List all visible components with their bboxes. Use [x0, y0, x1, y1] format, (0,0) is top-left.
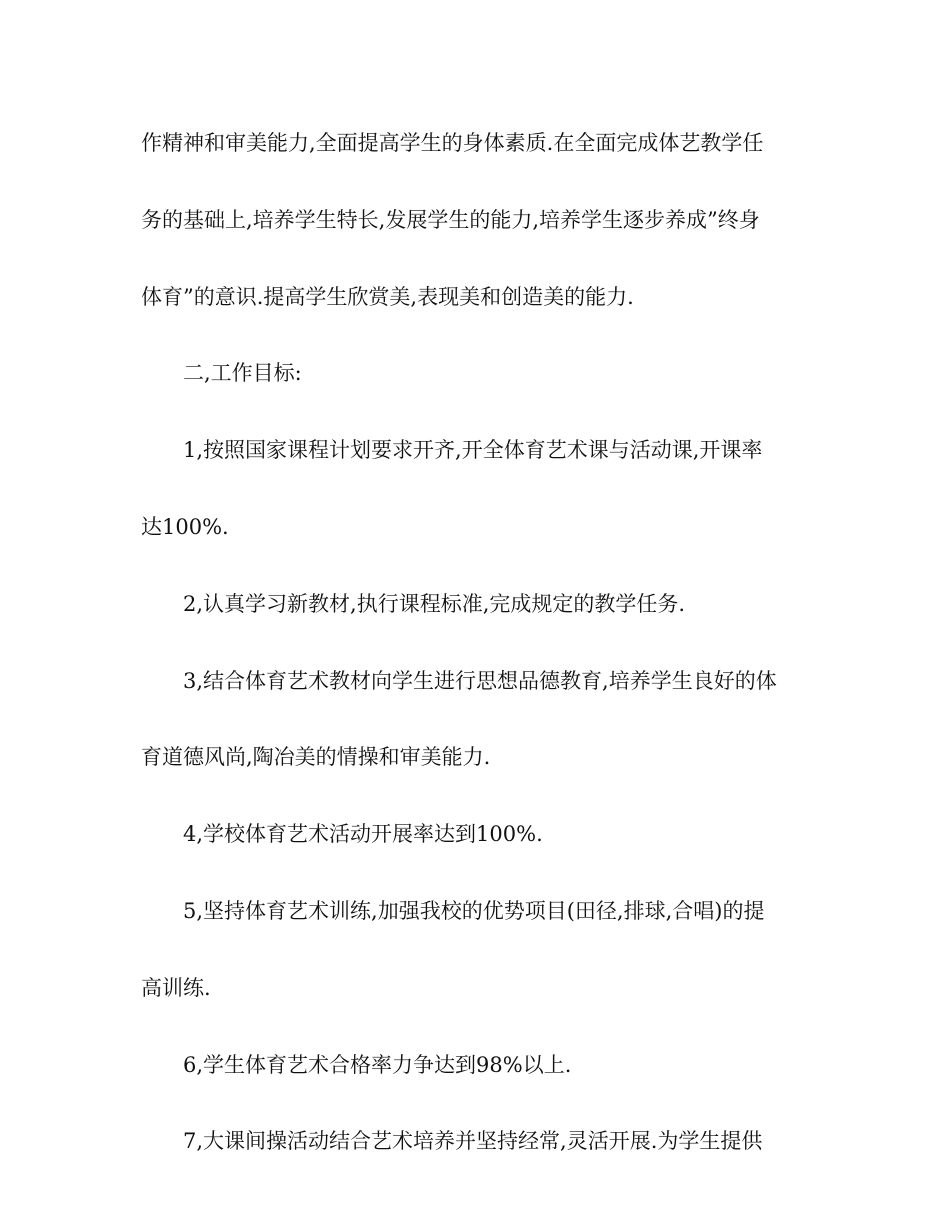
list-item: 2,认真学习新教材,执行课程标准,完成规定的教学任务.: [183, 591, 686, 616]
list-item: 7,大课间操活动结合艺术培养并坚持经常,灵活开展.为学生提供: [183, 1129, 763, 1154]
list-item: 3,结合体育艺术教材向学生进行思想品德教育,培养学生良好的体: [183, 668, 777, 693]
list-item: 5,坚持体育艺术训练,加强我校的优势项目(田径,排球,合唱)的提: [183, 898, 765, 923]
list-item: 6,学生体育艺术合格率力争达到98%以上.: [183, 1052, 572, 1077]
section-heading: 二,工作目标:: [183, 361, 302, 386]
text-line: 作精神和审美能力,全面提高学生的身体素质.在全面完成体艺教学任: [141, 131, 764, 155]
text-line: 高训练.: [141, 975, 211, 1000]
text-line: 务的基础上,培养学生特长,发展学生的能力,培养学生逐步养成”终身: [141, 207, 760, 232]
document-body: [141, 125, 813, 1160]
text-line: 体育”的意识.提高学生欣赏美,表现美和创造美的能力.: [141, 284, 634, 309]
text-line: 达100%.: [141, 514, 229, 539]
text-line: 育道德风尚,陶冶美的情操和审美能力.: [141, 745, 491, 770]
list-item: 1,按照国家课程计划要求开齐,开全体育艺术课与活动课,开课率: [183, 438, 763, 463]
list-item: 4,学校体育艺术活动开展率达到100%.: [183, 822, 543, 847]
